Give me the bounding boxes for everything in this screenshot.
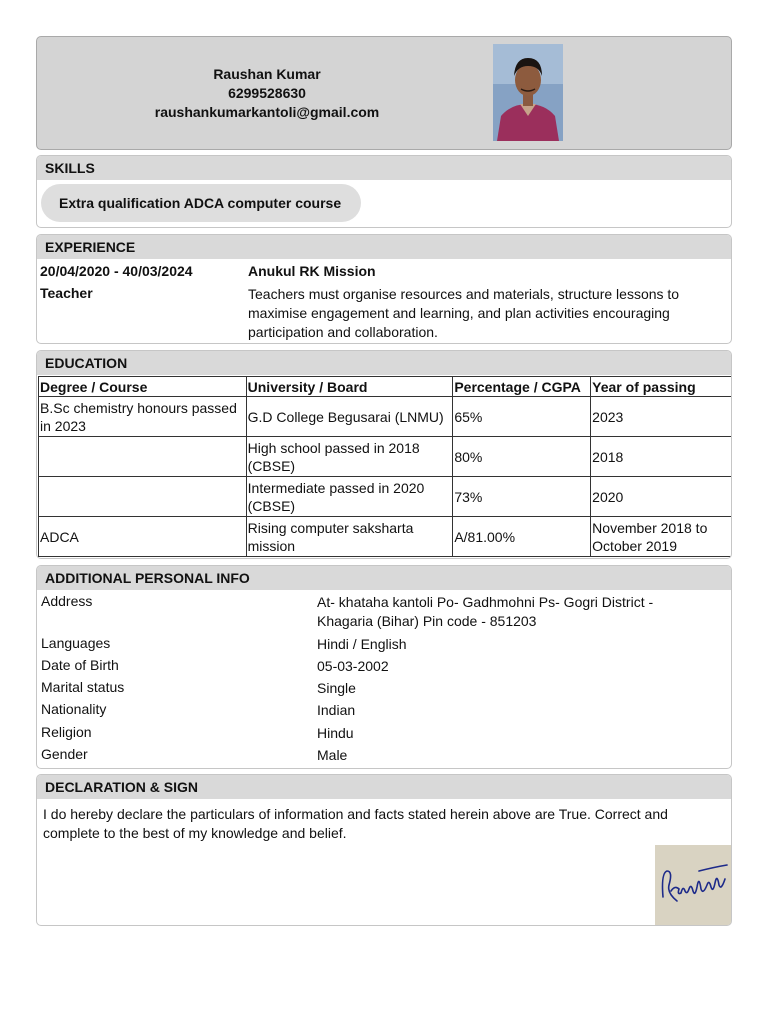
education-table xyxy=(38,376,732,557)
candidate-phone: 6299528630 xyxy=(228,85,306,101)
table-row xyxy=(39,477,732,517)
education-section xyxy=(36,350,732,559)
table-cell: 2023 xyxy=(591,397,732,437)
info-value: Hindu xyxy=(317,725,354,741)
experience-section xyxy=(36,234,732,344)
skill-pill: Extra qualification ADCA computer course xyxy=(41,184,361,222)
info-label: Religion xyxy=(41,724,92,740)
declaration-section xyxy=(36,774,732,926)
experience-role: Teacher xyxy=(40,285,93,301)
info-label: Date of Birth xyxy=(41,657,119,673)
info-value: Hindi / English xyxy=(317,636,407,652)
column-header: Year of passing xyxy=(591,377,732,397)
personal-info-section xyxy=(36,565,732,769)
column-header: Percentage / CGPA xyxy=(453,377,591,397)
table-cell: High school passed in 2018 (CBSE) xyxy=(246,437,453,477)
table-cell: 80% xyxy=(453,437,591,477)
candidate-name: Raushan Kumar xyxy=(213,66,321,82)
table-cell: 2020 xyxy=(591,477,732,517)
info-label: Nationality xyxy=(41,701,107,717)
skills-section xyxy=(36,155,732,228)
column-header: Degree / Course xyxy=(39,377,247,397)
column-header: University / Board xyxy=(246,377,453,397)
skills-title: SKILLS xyxy=(37,156,731,180)
declaration-title: DECLARATION & SIGN xyxy=(37,775,731,799)
experience-organization: Anukul RK Mission xyxy=(248,263,376,279)
personal-info-title: ADDITIONAL PERSONAL INFO xyxy=(37,566,731,590)
table-cell: G.D College Begusarai (LNMU) xyxy=(246,397,453,437)
table-cell: ADCA xyxy=(39,517,247,557)
table-cell: A/81.00% xyxy=(453,517,591,557)
info-value: Single xyxy=(317,680,356,696)
table-cell: B.Sc chemistry honours passed in 2023 xyxy=(39,397,247,437)
declaration-text: I do hereby declare the particulars of information and facts stated herein above are True. Correct and complete to the best of my knowledge and belief. xyxy=(43,806,668,841)
resume-header xyxy=(36,36,732,150)
table-cell xyxy=(39,437,247,477)
table-row xyxy=(39,437,732,477)
table-cell: 73% xyxy=(453,477,591,517)
contact-block xyxy=(147,65,387,122)
table-cell: 2018 xyxy=(591,437,732,477)
experience-title: EXPERIENCE xyxy=(37,235,731,259)
info-label: Languages xyxy=(41,635,111,651)
info-value: Male xyxy=(317,747,348,763)
table-row xyxy=(39,517,732,557)
info-value: 05-03-2002 xyxy=(317,658,389,674)
table-row xyxy=(39,397,732,437)
table-cell: Rising computer saksharta mission xyxy=(246,517,453,557)
education-header-row xyxy=(39,377,732,397)
table-cell: 65% xyxy=(453,397,591,437)
experience-dates: 20/04/2020 - 40/03/2024 xyxy=(40,263,193,279)
table-cell xyxy=(39,477,247,517)
profile-photo xyxy=(493,44,563,141)
info-label: Marital status xyxy=(41,679,125,695)
info-label: Address xyxy=(41,593,93,609)
table-cell: November 2018 to October 2019 xyxy=(591,517,732,557)
signature-image xyxy=(655,845,732,925)
experience-description: Teachers must organise resources and materials, structure lessons to maximise engagement and learning, and plan activities encouraging participation and collaboration. xyxy=(248,286,680,340)
candidate-email: raushankumarkantoli@gmail.com xyxy=(154,104,380,120)
education-title: EDUCATION xyxy=(37,351,731,375)
info-value: Indian xyxy=(317,702,356,718)
info-value: At- khataha kantoli Po- Gadhmohni Ps- Gogri District - Khagaria (Bihar) Pin code - 851203 xyxy=(317,594,654,629)
info-label: Gender xyxy=(41,746,88,762)
table-cell: Intermediate passed in 2020 (CBSE) xyxy=(246,477,453,517)
